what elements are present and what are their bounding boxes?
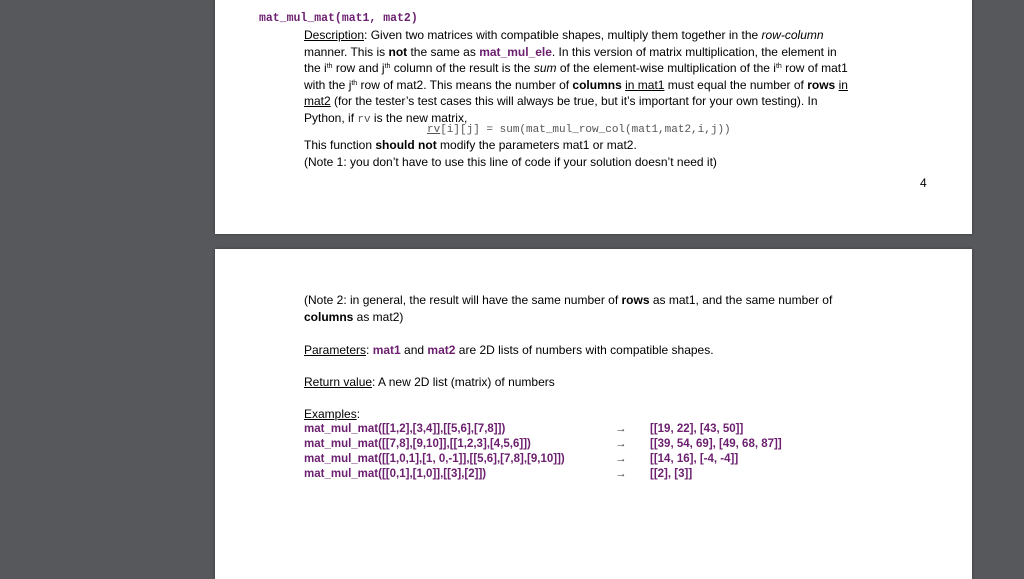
- desc-text: must equal the number of: [664, 77, 808, 92]
- params-and: and: [400, 343, 428, 357]
- page-number: 4: [920, 176, 927, 190]
- desc-text: column of the result is the: [390, 61, 534, 75]
- desc-bold-rows: rows: [807, 77, 836, 92]
- superscript-th: th: [384, 63, 391, 70]
- desc-bold-not: not: [388, 44, 408, 59]
- return-value-label: Return value: [304, 375, 373, 389]
- desc-text: row of mat1: [781, 61, 848, 75]
- no-modify-text-2: modify the parameters mat1 or mat2.: [436, 138, 637, 152]
- desc-text: the same as: [407, 44, 480, 59]
- function-name: mat_mul_mat: [259, 12, 335, 25]
- function-ref-mat-mul-ele: mat_mul_ele: [479, 44, 552, 59]
- desc-text: of the element-wise multiplication of the i: [556, 61, 776, 75]
- note2-text: (Note 2: in general, the result will have the same number of: [304, 293, 622, 307]
- examples-label: Examples: [304, 407, 357, 421]
- desc-italic-sum: sum: [533, 61, 557, 75]
- desc-text: row and j: [332, 61, 385, 75]
- desc-text: the i: [304, 61, 327, 75]
- example-call: mat_mul_mat([[7,8],[9,10]],[[1,2,3],[4,5,6]]): [304, 438, 531, 450]
- desc-text: . In this version of matrix multiplication, the element in: [551, 44, 837, 59]
- desc-underline-mat2: mat2: [304, 94, 331, 108]
- example-call: mat_mul_mat([[1,0,1],[1, 0,-1]],[[5,6],[7,8],[9,10]]): [304, 453, 565, 465]
- desc-text: Python, if: [304, 110, 358, 125]
- desc-text: row of mat2. This means the number of: [357, 77, 573, 92]
- code-rv: rv: [427, 124, 441, 136]
- parameters-label: Parameters: [304, 343, 367, 357]
- no-modify-bold: should not: [375, 138, 437, 152]
- arrow-icon: →: [615, 453, 627, 465]
- note2-text-3: as mat2): [353, 309, 404, 324]
- desc-text: manner. This is: [304, 44, 389, 59]
- desc-underline-in-mat1: in mat1: [625, 77, 665, 92]
- example-result: [[19, 22], [43, 50]]: [650, 423, 744, 435]
- param-mat2: mat2: [427, 343, 456, 357]
- superscript-th: th: [326, 63, 333, 70]
- desc-text: with the j: [304, 77, 352, 92]
- param-mat1: mat1: [372, 343, 401, 357]
- examples-heading: [304, 406, 360, 423]
- no-modify-line: [304, 138, 637, 152]
- note-2: [304, 292, 832, 325]
- note-1: (Note 1: you don’t have to use this line of code if your solution doesn’t need it): [304, 155, 717, 169]
- params-text: :: [366, 343, 373, 357]
- arrow-icon: →: [615, 438, 627, 450]
- example-call: mat_mul_mat([[0,1],[1,0]],[[3],[2]]): [304, 468, 487, 480]
- function-args: (mat1, mat2): [334, 12, 418, 25]
- superscript-th: th: [775, 63, 782, 70]
- example-result: [[39, 54, 69], [49, 68, 87]]: [650, 438, 782, 450]
- examples-colon: :: [356, 407, 361, 421]
- desc-bold-columns: columns: [572, 77, 622, 92]
- desc-text: : Given two matrices with compatible shapes, multiply them together in the: [364, 28, 762, 42]
- description-paragraph: [304, 27, 934, 128]
- desc-italic-row-column: row-column: [761, 28, 824, 42]
- desc-text: is the new matrix,: [370, 110, 468, 125]
- code-example: [427, 124, 731, 136]
- note2-bold-columns: columns: [304, 309, 354, 324]
- return-value-text: : A new 2D list (matrix) of numbers: [372, 375, 555, 389]
- params-text-2: are 2D lists of numbers with compatible shapes.: [455, 343, 714, 357]
- description-label: Description: [304, 28, 365, 42]
- return-value-line: [304, 374, 555, 391]
- example-result: [[14, 16], [-4, -4]]: [650, 453, 739, 465]
- arrow-icon: →: [615, 468, 627, 480]
- example-call: mat_mul_mat([[1,2],[3,4]],[[5,6],[7,8]]): [304, 423, 506, 435]
- inline-code-rv: rv: [357, 113, 371, 126]
- document-page-4: [215, 0, 972, 234]
- superscript-th: th: [351, 79, 358, 87]
- desc-text: (for the tester’s test cases this will always be true, but it’s important for your own testing). In: [330, 94, 818, 108]
- arrow-icon: →: [615, 423, 627, 435]
- code-rest: [i][j] = sum(mat_mul_row_col(mat1,mat2,i,j)): [440, 124, 731, 136]
- no-modify-text: This function: [304, 138, 376, 152]
- function-signature: [259, 12, 418, 25]
- parameters-line: [304, 342, 714, 359]
- example-result: [[2], [3]]: [650, 468, 693, 480]
- desc-underline-in: in: [838, 77, 848, 92]
- note2-text-2: as mat1, and the same number of: [649, 293, 833, 307]
- note2-bold-rows: rows: [621, 293, 650, 307]
- document-page-5: [215, 249, 972, 579]
